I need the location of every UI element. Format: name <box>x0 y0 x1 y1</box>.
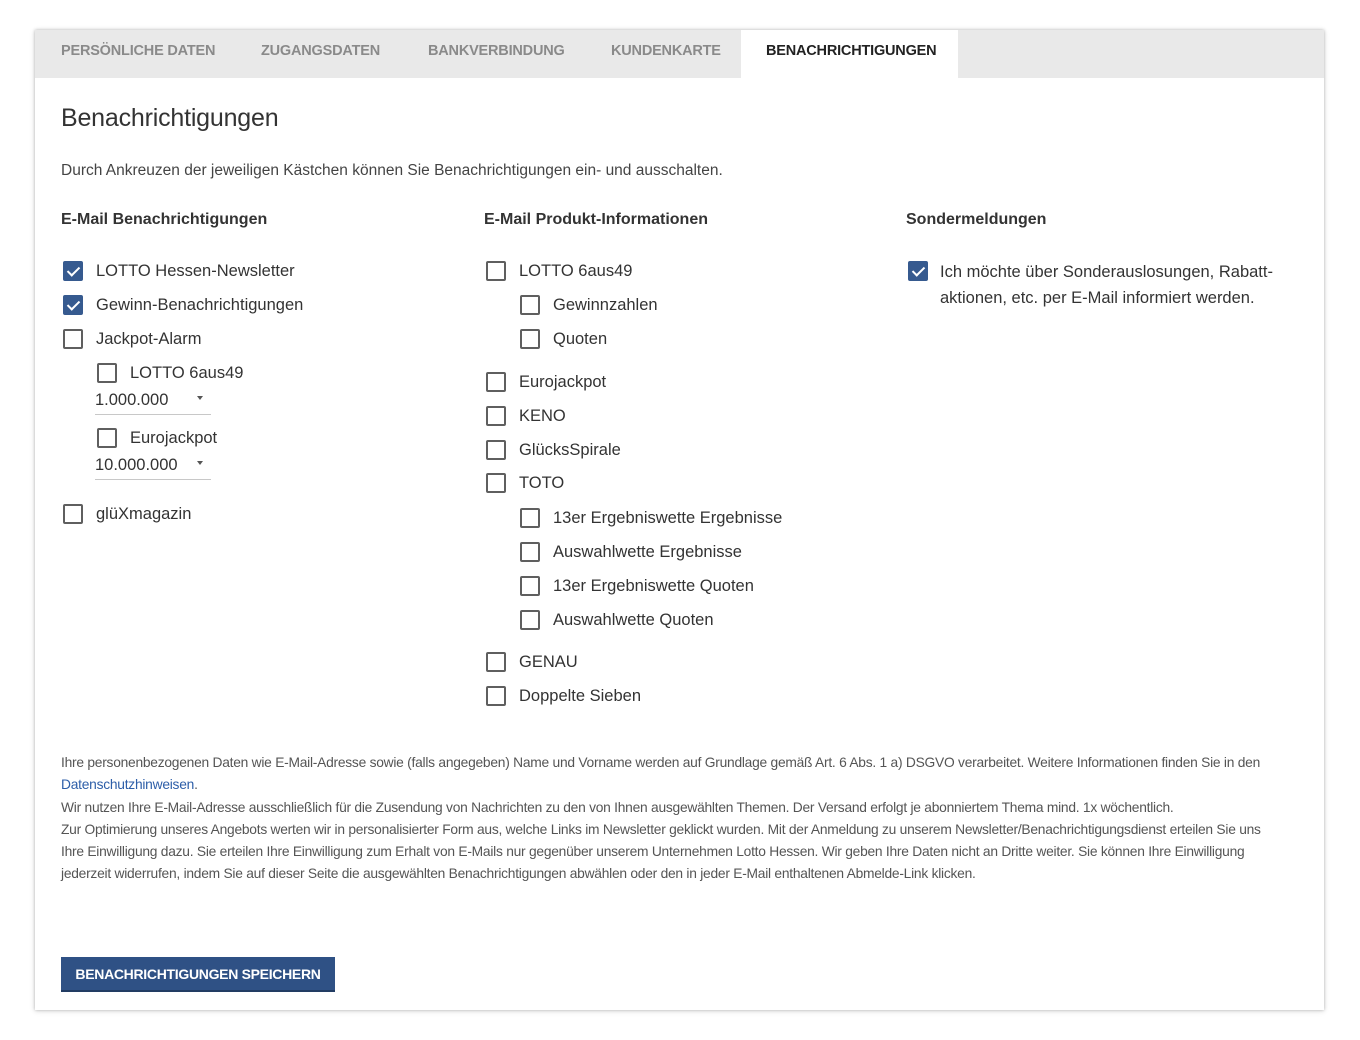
page-title: Benachrichtigungen <box>61 104 279 132</box>
quoten-checkbox-row[interactable] <box>520 328 607 350</box>
gewinn-checkbox-row[interactable] <box>63 294 303 316</box>
jackpot-lotto-threshold-select[interactable] <box>95 387 211 415</box>
toto-13-quoten-label: 13er Ergebniswette Quoten <box>553 576 754 595</box>
gluecksspirale-checkbox[interactable] <box>486 440 506 460</box>
privacy-paragraph-1 <box>61 752 1286 797</box>
tab-benachrichtigungen[interactable]: BENACHRICHTIGUNGEN <box>741 30 958 79</box>
tab-bankverbindung[interactable]: BANKVERBINDUNG <box>428 43 565 59</box>
save-notifications-button[interactable]: BENACHRICHTIGUNGEN SPEICHERN <box>61 957 335 992</box>
keno-checkbox[interactable] <box>486 406 506 426</box>
privacy-text-1-end: . <box>194 777 198 793</box>
jackpot-euro-checkbox-row[interactable] <box>97 427 217 449</box>
jackpot-lotto-label: LOTTO 6aus49 <box>130 363 244 382</box>
product-info-heading: E-Mail Produkt-Informationen <box>484 211 708 228</box>
newsletter-checkbox[interactable] <box>63 261 83 281</box>
privacy-paragraph-2: Wir nutzen Ihre E-Mail-Adresse ausschließlich für die Zusendung von Nachrichten zu den von Ihnen ausgewählten Themen. Der Versand erfolgt je abonniertem Thema mind. 1x wöchentlich. <box>61 799 1174 815</box>
newsletter-checkbox-row[interactable] <box>63 260 295 282</box>
genau-label: GENAU <box>519 652 578 671</box>
jackpot-euro-threshold-value: 10.000.000 <box>95 456 178 474</box>
doppelte-sieben-checkbox-row[interactable] <box>486 685 641 707</box>
lotto-checkbox[interactable] <box>486 261 506 281</box>
dropdown-arrow-icon <box>197 396 203 400</box>
eurojackpot-label: Eurojackpot <box>519 372 607 391</box>
toto-13-quoten-checkbox-row[interactable] <box>520 575 754 597</box>
toto-auswahl-quoten-checkbox-row[interactable] <box>520 609 714 631</box>
magazin-label: glüXmagazin <box>96 504 192 523</box>
lotto-checkbox-row[interactable] <box>486 260 632 282</box>
sonder-heading: Sondermeldungen <box>906 211 1047 228</box>
gewinn-checkbox[interactable] <box>63 295 83 315</box>
toto-checkbox-row[interactable] <box>486 472 564 494</box>
privacy-notice <box>61 752 1286 886</box>
toto-auswahl-quoten-label: Auswahlwette Quoten <box>553 610 714 629</box>
jackpot-euro-checkbox[interactable] <box>97 428 117 448</box>
lotto-label: LOTTO 6aus49 <box>519 261 633 280</box>
toto-13-ergebnisse-checkbox-row[interactable] <box>520 507 782 529</box>
jackpot-lotto-checkbox-row[interactable] <box>97 362 243 384</box>
quoten-checkbox[interactable] <box>520 329 540 349</box>
tab-persoenliche-daten[interactable]: PERSÖNLICHE DATEN <box>61 43 216 59</box>
eurojackpot-checkbox[interactable] <box>486 372 506 392</box>
intro-text: Durch Ankreuzen der jeweiligen Kästchen können Sie Benachrichtigungen ein- und ausschalten. <box>61 162 723 179</box>
jackpot-alarm-label: Jackpot-Alarm <box>96 329 202 348</box>
toto-auswahl-quoten-checkbox[interactable] <box>520 610 540 630</box>
sonder-checkbox[interactable] <box>908 261 928 281</box>
gewinnzahlen-checkbox-row[interactable] <box>520 294 658 316</box>
sonder-checkbox-row[interactable] <box>908 260 928 282</box>
toto-13-quoten-checkbox[interactable] <box>520 576 540 596</box>
magazin-checkbox-row[interactable] <box>63 503 191 525</box>
gluecksspirale-checkbox-row[interactable] <box>486 439 621 461</box>
jackpot-lotto-checkbox[interactable] <box>97 363 117 383</box>
gluecksspirale-label: GlücksSpirale <box>519 440 621 459</box>
dropdown-arrow-icon <box>197 461 203 465</box>
eurojackpot-checkbox-row[interactable] <box>486 371 606 393</box>
toto-label: TOTO <box>519 473 565 492</box>
toto-13-ergebnisse-label: 13er Ergebniswette Ergebnisse <box>553 508 783 527</box>
gewinnzahlen-label: Gewinnzahlen <box>553 295 658 314</box>
jackpot-alarm-checkbox[interactable] <box>63 329 83 349</box>
genau-checkbox[interactable] <box>486 652 506 672</box>
keno-checkbox-row[interactable] <box>486 405 566 427</box>
datenschutz-link[interactable]: Datenschutzhinweisen <box>61 777 195 793</box>
jackpot-lotto-threshold-value: 1.000.000 <box>95 391 169 409</box>
sonder-label: Ich möchte über Sonderauslosungen, Rabattaktionen, etc. per E-Mail informiert werden. <box>940 263 1273 307</box>
doppelte-sieben-checkbox[interactable] <box>486 686 506 706</box>
tab-bar <box>35 30 1324 78</box>
tab-zugangsdaten[interactable]: ZUGANGSDATEN <box>261 43 380 59</box>
toto-auswahl-ergebnisse-label: Auswahlwette Ergebnisse <box>553 542 742 561</box>
newsletter-label: LOTTO Hessen-Newsletter <box>96 261 295 280</box>
toto-13-ergebnisse-checkbox[interactable] <box>520 508 540 528</box>
magazin-checkbox[interactable] <box>63 504 83 524</box>
email-notifications-heading: E-Mail Benachrichtigungen <box>61 211 268 228</box>
notification-settings-card <box>35 30 1324 1010</box>
doppelte-sieben-label: Doppelte Sieben <box>519 686 642 705</box>
quoten-label: Quoten <box>553 329 608 348</box>
jackpot-alarm-checkbox-row[interactable] <box>63 328 201 350</box>
genau-checkbox-row[interactable] <box>486 651 578 673</box>
gewinnzahlen-checkbox[interactable] <box>520 295 540 315</box>
gewinn-label: Gewinn-Benachrichtigungen <box>96 295 304 314</box>
toto-checkbox[interactable] <box>486 473 506 493</box>
privacy-text-1: Ihre personenbezogenen Daten wie E-Mail-Adresse sowie (falls angegeben) Name und Vorname werden auf Grundlage gemäß Art. 6 Abs. 1 a) DSGVO verarbeitet. Weitere Informationen finden Sie in den <box>61 755 1261 770</box>
keno-label: KENO <box>519 406 566 425</box>
toto-auswahl-ergebnisse-checkbox-row[interactable] <box>520 541 742 563</box>
jackpot-euro-label: Eurojackpot <box>130 428 218 447</box>
toto-auswahl-ergebnisse-checkbox[interactable] <box>520 542 540 562</box>
tab-kundenkarte[interactable]: KUNDENKARTE <box>611 43 721 59</box>
jackpot-euro-threshold-select[interactable] <box>95 452 211 480</box>
privacy-paragraph-3: Zur Optimierung unseres Angebots werten wir in personalisierter Form aus, welche Links im Newsletter geklickt wurden. Mit der Anmeldung zu unserem Newsletter/Benachrichtigungsdienst erteilen Sie uns Ihre Einwilligung dazu. Sie erteilen Ihre Einwilligung zum Erhalt von E-Mails nur gegenüber unserem Unternehmen Lotto Hessen. Wir geben Ihre Daten nicht an Dritte weiter. Sie können Ihre Einwilligung jederzeit widerrufen, indem Sie auf dieser Seite die ausgewählten Benachrichtigungen abwählen oder den in jeder E-Mail enthaltenen Abmelde-Link klicken. <box>61 821 1261 882</box>
